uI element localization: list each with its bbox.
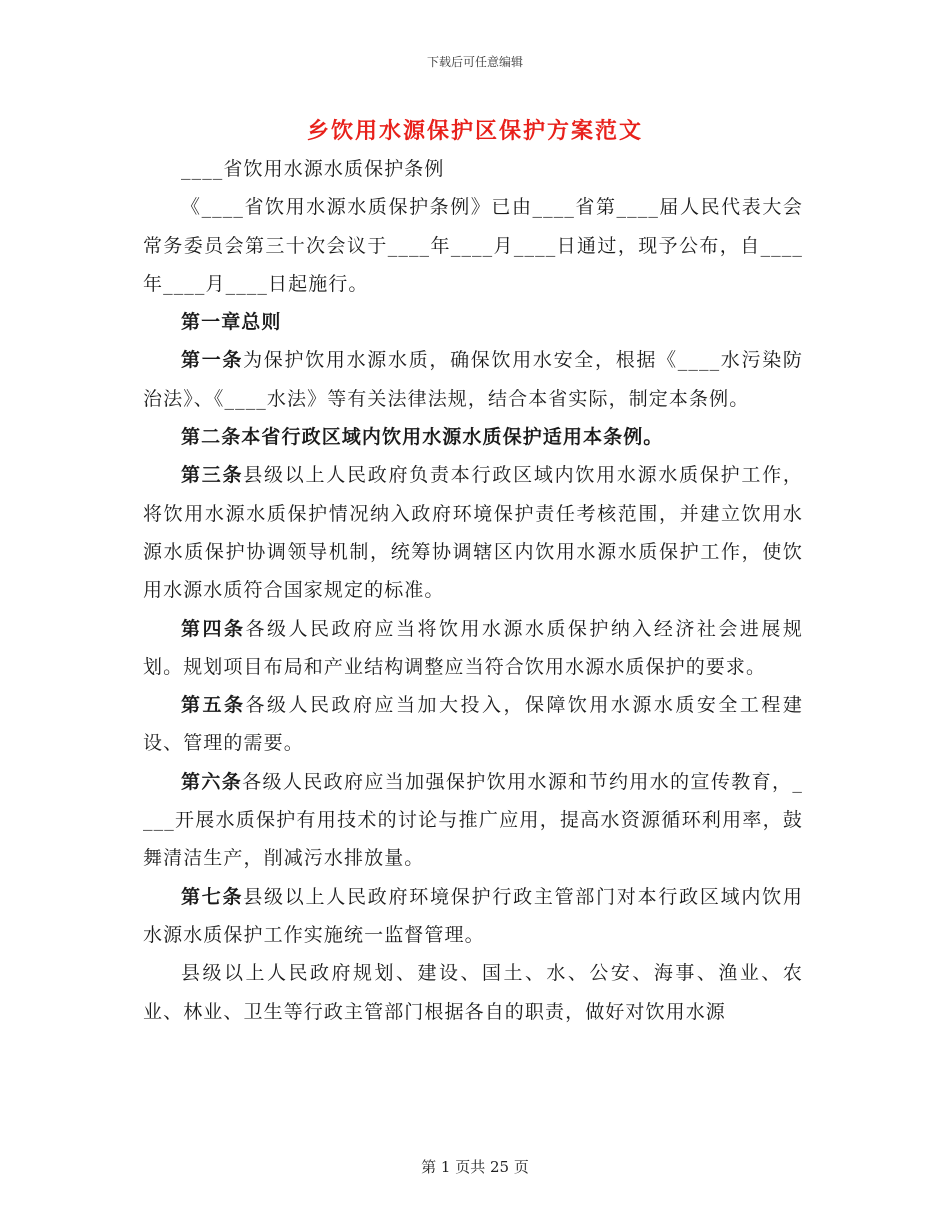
article-label: 第六条 <box>181 770 243 793</box>
paragraph-announcement <box>143 188 803 303</box>
article-label: 第三条 <box>181 464 244 487</box>
paragraph-text: ____省饮用水源水质保护条例 <box>181 158 445 180</box>
article-text: 第二条本省行政区域内饮用水源水质保护适用本条例。 <box>181 426 664 449</box>
article-6 <box>143 763 803 878</box>
document-title: 乡饮用水源保护区保护方案范文 <box>306 118 643 144</box>
article-label: 第五条 <box>181 694 246 717</box>
article-1 <box>143 341 803 418</box>
article-text: 为保护饮用水源水质，确保饮用水安全，根据《____水污染防治法》、《____水法》等有关法律法规，结合本省实际，制定本条例。 <box>143 349 803 410</box>
document-body <box>143 150 803 1031</box>
article-4 <box>143 610 803 687</box>
paragraph-text: 《____省饮用水源水质保护条例》已由____省第____届人民代表大会常务委员会第三十次会议于____年____月____日通过，现予公布，自____年____月____日起施行。 <box>143 196 803 295</box>
article-text: 各级人民政府应当将饮用水源水质保护纳入经济社会进展规划。规划项目布局和产业结构调整应当符合饮用水源水质保护的要求。 <box>143 617 803 678</box>
article-label: 第四条 <box>181 617 246 640</box>
article-text: 各级人民政府应当加大投入，保障饮用水源水质安全工程建设、管理的需要。 <box>143 694 803 755</box>
article-7-paragraph-2 <box>143 954 803 1031</box>
page-number: 第 1 页共 25 页 <box>421 1158 529 1176</box>
chapter-heading <box>143 303 803 341</box>
article-label: 第一条 <box>181 349 244 372</box>
article-7 <box>143 878 803 955</box>
chapter-heading-text: 第一章总则 <box>181 311 282 334</box>
header-note: 下载后可任意编辑 <box>426 55 523 69</box>
article-text: 各级人民政府应当加强保护饮用水源和节约用水的宣传教育，____开展水质保护有用技术的讨论与推广应用，提高水资源循环利用率，鼓舞清洁生产，削减污水排放量。 <box>143 770 803 870</box>
article-text: 县级以上人民政府负责本行政区域内饮用水源水质保护工作，将饮用水源水质保护情况纳入政府环境保护责任考核范围，并建立饮用水源水质保护协调领导机制，统筹协调辖区内饮用水源水质保护工作，使饮用水源水质符合国家规定的标准。 <box>143 464 803 602</box>
paragraph-decree-title <box>143 150 803 188</box>
article-3 <box>143 456 803 609</box>
article-text: 县级以上人民政府环境保护行政主管部门对本行政区域内饮用水源水质保护工作实施统一监督管理。 <box>143 885 803 946</box>
article-label: 第七条 <box>181 885 244 908</box>
article-5 <box>143 686 803 763</box>
paragraph-text: 县级以上人民政府规划、建设、国土、水、公安、海事、渔业、农业、林业、卫生等行政主管部门根据各自的职责，做好对饮用水源 <box>143 962 803 1023</box>
article-2 <box>143 418 803 456</box>
